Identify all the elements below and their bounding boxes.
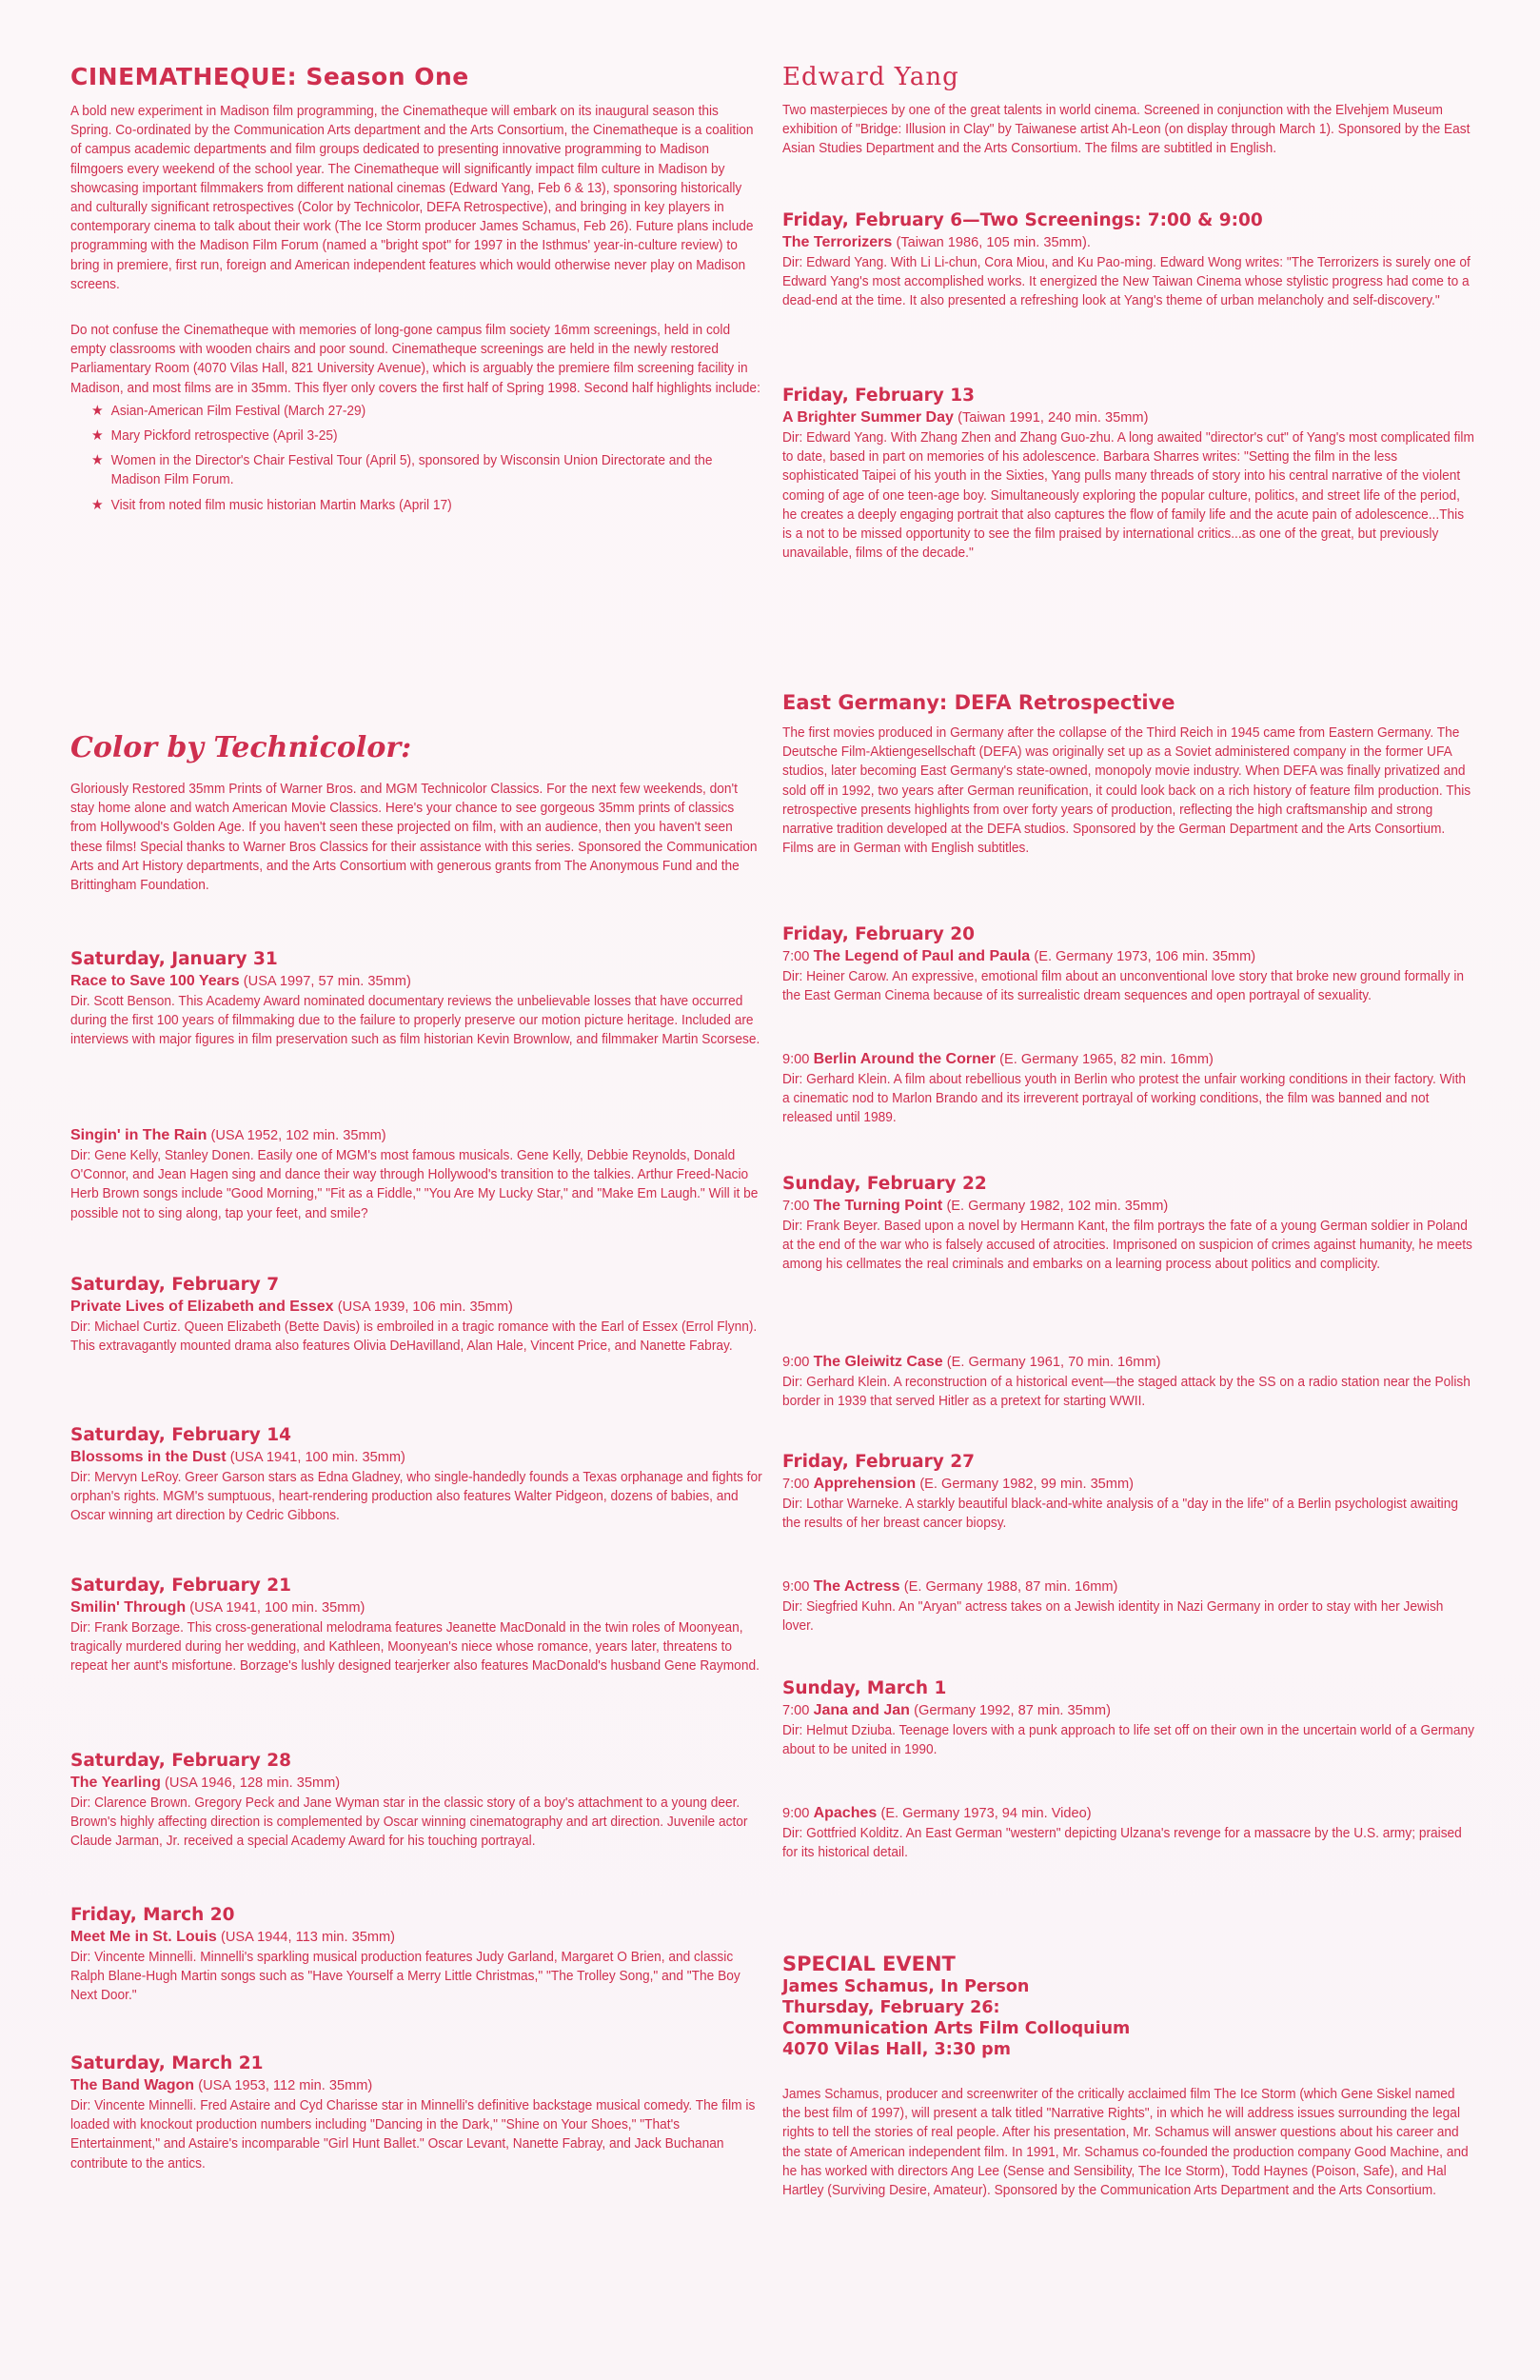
film-description: Dir: Heiner Carow. An expressive, emotional film about an unconventional love story that broke new ground formally in the East German Cinema because of its surrealistic dream sequences and open portrayal of sexuality.: [782, 969, 1465, 1004]
film-title: Private Lives of Elizabeth and Essex: [70, 1299, 334, 1315]
film-line: [782, 1803, 1477, 1824]
film-meta: (Germany 1992, 87 min. 35mm): [914, 1703, 1111, 1718]
screening-date: Sunday, March 1: [782, 1678, 947, 1698]
film-line: [782, 407, 1477, 428]
film-description: Dir: Gerhard Klein. A film about rebellious youth in Berlin who protest the unfair working conditions in their factory. With a cinematic nod to Marlon Brando and its irreverent portrayal of working conditions, the film was banned and not released until 1989.: [782, 1072, 1467, 1126]
film-description: Dir: Edward Yang. With Li Li-chun, Cora Miou, and Ku Pao-ming. Edward Wong writes: "The Terrorizers is surely one of Edward Yang's most accomplished works. It energized the New Taiwan Cinema whose stylistic progress had come to a dead-end at the time. It also presented a refreshing look at Yang's theme of urban melancholy and self-discovery.": [782, 255, 1471, 309]
film-line: [782, 1474, 1477, 1495]
screening-entry: [782, 1577, 1477, 1636]
film-meta: (E. Germany 1973, 94 min. Video): [880, 1806, 1092, 1821]
film-title: The Terrorizers: [782, 234, 893, 250]
defa-section: [782, 691, 1477, 858]
screening-entry: [782, 1049, 1477, 1128]
film-line: [70, 1773, 765, 1794]
screening-date: Saturday, February 21: [70, 1576, 292, 1596]
film-line: [70, 971, 765, 992]
screening-entry: [782, 1677, 1477, 1759]
screening-entry: [782, 1352, 1477, 1411]
screening-entry: [70, 2053, 765, 2173]
screening-time: 9:00: [782, 1052, 810, 1067]
screening-entry: [70, 1274, 765, 1356]
special-event-guest: James Schamus, In Person: [782, 1977, 1030, 1996]
film-meta: (USA 1997, 57 min. 35mm): [243, 974, 411, 989]
film-title: The Band Wagon: [70, 2077, 195, 2093]
film-description: Dir: Gottfried Kolditz. An East German "western" depicting Ulzana's revenge for a massacre by the U.S. army; praised for its historical detail.: [782, 1826, 1462, 1861]
screening-date: Friday, March 20: [70, 1905, 235, 1925]
screening-entry: [70, 1424, 765, 1526]
cinematheque-section: [70, 63, 765, 521]
film-title: Singin' in The Rain: [70, 1127, 207, 1143]
film-line: [782, 1352, 1477, 1373]
star-icon: ★: [91, 427, 104, 445]
film-title: The Turning Point: [813, 1198, 943, 1214]
film-title: Apprehension: [813, 1476, 917, 1492]
screening-date: Friday, February 6—Two Screenings: 7:00 & 9:00: [782, 210, 1263, 230]
screening-entry: [782, 1451, 1477, 1533]
screening-entry: [782, 923, 1477, 1005]
screening-time: 7:00: [782, 1477, 810, 1492]
film-title: The Gleiwitz Case: [813, 1354, 943, 1370]
cinematheque-venue: Do not confuse the Cinematheque with memories of long-gone campus film society 16mm screenings, held in cold empty classrooms with wooden chairs and poor sound. Cinematheque screenings are held in the newly restored Parliamentary Room (4070 Vilas Hall, 821 University Avenue), which is arguably the premiere film screening facility in Madison, and most films are in 35mm. This flyer only covers the first half of Spring 1998. Second half highlights include:: [70, 323, 760, 396]
film-title: A Brighter Summer Day: [782, 409, 954, 426]
star-icon: ★: [91, 496, 104, 513]
film-meta: (USA 1939, 106 min. 35mm): [337, 1299, 513, 1315]
screening-time: 9:00: [782, 1806, 810, 1821]
screening-date: Friday, February 20: [782, 924, 975, 944]
cinematheque-intro: A bold new experiment in Madison film programming, the Cinematheque will embark on its inaugural season this Spring. Co-ordinated by the Communication Arts department and the Arts Consortium, the Cinematheque is a coalition of campus academic departments and film groups dedicated to presenting innovative programming to Madison filmgoers every weekend of the school year. The Cinematheque will significantly impact film culture in Madison by showcasing important filmmakers from different national cinemas (Edward Yang, Feb 6 & 13), sponsoring historically and culturally significant retrospectives (Color by Technicolor, DEFA Retrospective), and bringing in key players in contemporary cinema to talk about their work (The Ice Storm producer James Schamus, Feb 26). Future plans include programming with the Madison Film Forum (named a "bright spot" for 1997 in the Isthmus' year-in-culture review) to bring in premiere, first run, foreign and American independent features which would otherwise never play on Madison screens.: [70, 104, 754, 292]
film-line: [70, 2075, 765, 2096]
film-description: Dir: Mervyn LeRoy. Greer Garson stars as Edna Gladney, who single-handedly founds a Texas orphanage and fights for orphan's rights. MGM's sumptuous, heart-rendering production also features Walter Pidgeon, dozens of babies, and Oscar winning art direction by Cedric Gibbons.: [70, 1470, 762, 1524]
film-meta: (E. Germany 1973, 106 min. 35mm): [1034, 949, 1256, 964]
film-meta: (Taiwan 1986, 105 min. 35mm).: [896, 235, 1091, 250]
film-description: Dir. Scott Benson. This Academy Award nominated documentary reviews the unbelievable losses that have occurred during the first 100 years of filmmaking due to the failure to properly preserve our motion picture heritage. Included are interviews with major figures in film preservation such as film historian Kevin Brownlow, and filmmaker Martin Scorsese.: [70, 994, 760, 1048]
screening-entry: [70, 1750, 765, 1852]
film-line: [782, 1700, 1477, 1721]
screening-time: 9:00: [782, 1355, 810, 1370]
film-line: [70, 1597, 765, 1618]
film-line: [70, 1927, 765, 1948]
film-line: [782, 1049, 1477, 1070]
screening-date: Saturday, March 21: [70, 2053, 264, 2073]
yang-intro: Two masterpieces by one of the great talents in world cinema. Screened in conjunction with the Elvehjem Museum exhibition of "Bridge: Illusion in Clay" by Taiwanese artist Ah-Leon (on display through March 1). Sponsored by the East Asian Studies Department and the Arts Consortium. The films are subtitled in English.: [782, 103, 1471, 157]
film-meta: (USA 1946, 128 min. 35mm): [165, 1775, 341, 1791]
screening-date: Saturday, January 31: [70, 949, 278, 969]
film-meta: (E. Germany 1982, 102 min. 35mm): [946, 1199, 1169, 1214]
screening-date: Saturday, February 14: [70, 1425, 292, 1445]
highlight-item: ★ Women in the Director's Chair Festival Tour (April 5), sponsored by Wisconsin Union Directorate and the Madison Film Forum.: [91, 452, 713, 488]
special-event-series: Communication Arts Film Colloquium: [782, 2019, 1131, 2038]
technicolor-intro: Gloriously Restored 35mm Prints of Warner Bros. and MGM Technicolor Classics. For the next few weekends, don't stay home alone and watch American Movie Classics. Here's your chance to see gorgeous 35mm prints of classics from Hollywood's Golden Age. If you haven't seen these projected on film, with an audience, then you haven't seen these films! Special thanks to Warner Bros Classics for their assistance with this series. Sponsored the Communication Arts and Art History departments, and the Arts Consortium with generous grants from The Anonymous Fund and the Brittingham Foundation.: [70, 782, 758, 894]
film-title: Apaches: [813, 1805, 878, 1821]
screening-entry: [70, 1125, 765, 1223]
cinematheque-title: CINEMATHEQUE: Season One: [70, 63, 469, 90]
film-meta: (USA 1941, 100 min. 35mm): [229, 1450, 405, 1465]
film-description: Dir: Clarence Brown. Gregory Peck and Jane Wyman star in the classic story of a boy's attachment to a young deer. Brown's highly affecting direction is complemented by Oscar winning cinematography and art direction. Juvenile actor Claude Jarman, Jr. received a special Academy Award for his touching portrayal.: [70, 1795, 748, 1850]
film-meta: (E. Germany 1961, 70 min. 16mm): [946, 1355, 1161, 1370]
yang-section: [782, 63, 1477, 159]
film-meta: (E. Germany 1988, 87 min. 16mm): [903, 1579, 1118, 1595]
film-line: [782, 946, 1477, 967]
film-line: [782, 1577, 1477, 1597]
screening-date: Saturday, February 28: [70, 1751, 292, 1771]
film-title: The Legend of Paul and Paula: [813, 948, 1031, 964]
film-description: Dir: Siegfried Kuhn. An "Aryan" actress takes on a Jewish identity in Nazi Germany in order to stay with her Jewish lover.: [782, 1599, 1444, 1635]
film-line: [70, 1297, 765, 1318]
film-description: Dir: Frank Borzage. This cross-generational melodrama features Jeanette MacDonald in the twin roles of Moonyean, tragically murdered during her wedding, and Kathleen, Moonyean's niece whose romance, years later, threatens to repeat her aunt's misfortune. Borzage's lushly designed tearjerker also features MacDonald's husband Gene Raymond.: [70, 1620, 760, 1675]
star-icon: ★: [91, 402, 104, 419]
film-title: The Yearling: [70, 1775, 161, 1791]
film-title: Berlin Around the Corner: [813, 1051, 996, 1067]
screening-date: Sunday, February 22: [782, 1174, 987, 1194]
screening-entry: [70, 1904, 765, 2006]
screening-time: 9:00: [782, 1579, 810, 1595]
screening-date: Saturday, February 7: [70, 1275, 280, 1295]
film-title: Blossoms in the Dust: [70, 1449, 227, 1465]
film-title: The Actress: [813, 1578, 900, 1595]
film-line: [782, 232, 1477, 253]
screening-date: Friday, February 13: [782, 386, 975, 406]
film-description: Dir: Frank Beyer. Based upon a novel by Hermann Kant, the film portrays the fate of a young German soldier in Poland at the end of the war who is falsely accused of atrocities. Imprisoned on suspicion of crimes against humanity, he meets among his cellmates the real criminals and embarks on a learning process about politics and complicity.: [782, 1219, 1472, 1273]
film-title: Meet Me in St. Louis: [70, 1929, 217, 1945]
screening-entry: [782, 385, 1477, 563]
screening-time: 7:00: [782, 949, 810, 964]
highlight-item: ★ Visit from noted film music historian Martin Marks (April 17): [91, 496, 725, 515]
film-description: Dir: Gerhard Klein. A reconstruction of a historical event—the staged attack by the SS on a radio station near the Polish border in 1939 that served Hitler as a pretext for starting WWII.: [782, 1375, 1471, 1410]
film-title: Smilin' Through: [70, 1599, 187, 1616]
screening-entry: [70, 948, 765, 1050]
film-meta: (USA 1941, 100 min. 35mm): [189, 1600, 365, 1616]
film-description: Dir: Edward Yang. With Zhang Zhen and Zhang Guo-zhu. A long awaited "director's cut" of Yang's most complicated film to date, based in part on memories of his adolescence. Barbara Sharres writes: "Setting the film in the less sophisticated Taipei of his youth in the Sixties, Yang pulls many threads of story into his central narrative of the violent coming of age of one teen-age boy. Simultaneously exploring the popular culture, politics, and street life of the period, he creates a deeply engaging portrait that also captures the flow of family life and the acute pain of adolescence...This is a not to be missed opportunity to see the film praised by international critics...as one of the great, but previously unavailable, films of the decade.": [782, 430, 1474, 562]
film-meta: (E. Germany 1965, 82 min. 16mm): [999, 1052, 1214, 1067]
star-icon: ★: [91, 452, 104, 469]
film-description: Dir: Vincente Minnelli. Minnelli's sparkling musical production features Judy Garland, Margaret O Brien, and classic Ralph Blane-Hugh Martin songs such as "Have Yourself a Merry Little Christmas," "The Trolley Song," and "The Boy Next Door.": [70, 1950, 740, 2004]
film-description: Dir: Helmut Dziuba. Teenage lovers with a punk approach to life set off on their own in the uncertain world of a Germany about to be united in 1990.: [782, 1723, 1474, 1758]
technicolor-section: [70, 731, 765, 895]
film-description: Dir: Gene Kelly, Stanley Donen. Easily one of MGM's most famous musicals. Gene Kelly, Debbie Reynolds, Donald O'Connor, and Jean Hagen sing and dance their way through Hollywood's transition to the talkies. Arthur Freed-Nacio Herb Brown songs include "Good Morning," "Fit as a Fiddle," "You Are My Lucky Star," and "Make Em Laugh." Will it be possible not to sing along, tap your feet, and smile?: [70, 1148, 759, 1221]
film-meta: (USA 1953, 112 min. 35mm): [198, 2078, 373, 2093]
film-description: Dir: Michael Curtiz. Queen Elizabeth (Bette Davis) is embroiled in a tragic romance with the Earl of Essex (Errol Flynn). This extravagantly mounted drama also features Olivia DeHavilland, Alan Hale, Vincent Price, and Nanette Fabray.: [70, 1319, 758, 1355]
screening-date: Friday, February 27: [782, 1452, 975, 1472]
defa-title: East Germany: DEFA Retrospective: [782, 691, 1175, 714]
screening-entry: [782, 1173, 1477, 1275]
film-line: [70, 1125, 765, 1146]
special-event-date: Thursday, February 26:: [782, 1998, 1000, 2017]
highlights-list: [91, 402, 765, 515]
film-title: Race to Save 100 Years: [70, 973, 240, 989]
screening-time: 7:00: [782, 1199, 810, 1214]
film-meta: (USA 1944, 113 min. 35mm): [220, 1930, 396, 1945]
screening-entry: [782, 209, 1477, 311]
highlight-item: ★ Asian-American Film Festival (March 27-29): [91, 402, 725, 421]
film-meta: (Taiwan 1991, 240 min. 35mm): [958, 410, 1149, 426]
special-event-location: 4070 Vilas Hall, 3:30 pm: [782, 2040, 1011, 2059]
highlight-item: ★ Mary Pickford retrospective (April 3-25): [91, 426, 725, 446]
special-event-section: [782, 1952, 1477, 2200]
film-meta: (E. Germany 1982, 99 min. 35mm): [919, 1477, 1134, 1492]
film-description: Dir: Lothar Warneke. A starkly beautiful black-and-white analysis of a "day in the life" of a Berlin psychologist awaiting the results of her breast cancer biopsy.: [782, 1497, 1458, 1532]
screening-entry: [70, 1575, 765, 1676]
film-meta: (USA 1952, 102 min. 35mm): [210, 1128, 386, 1143]
screening-time: 7:00: [782, 1703, 810, 1718]
screening-entry: [782, 1803, 1477, 1862]
technicolor-title: Color by Technicolor:: [70, 731, 412, 764]
special-event-description: James Schamus, producer and screenwriter of the critically acclaimed film The Ice Storm (which Gene Siskel named the best film of 1997), will present a talk titled "Narrative Rights", in which he will address issues surrounding the legal rights to tell the stories of real people. After his presentation, Mr. Schamus will answer questions about his career and the state of American independent film. In 1991, Mr. Schamus co-founded the production company Good Machine, and he has worked with directors Ang Lee (Sense and Sensibility, The Ice Storm), Todd Haynes (Poison, Safe), and Hal Hartley (Surviving Desire, Amateur). Sponsored by the Communication Arts Department and the Arts Consortium.: [782, 2087, 1469, 2199]
film-line: [70, 1447, 765, 1468]
film-line: [782, 1196, 1477, 1217]
special-event-title: SPECIAL EVENT: [782, 1953, 956, 1975]
film-description: Dir: Vincente Minnelli. Fred Astaire and Cyd Charisse star in Minnelli's definitive backstage musical comedy. The film is loaded with knockout production numbers including "Dancing in the Dark," "Shine on Your Shoes," "That's Entertainment," and Astaire's incomparable "Girl Hunt Ballet." Oscar Levant, Nanette Fabray, and Jack Buchanan contribute to the antics.: [70, 2098, 756, 2172]
yang-title: Edward Yang: [782, 63, 959, 91]
film-title: Jana and Jan: [813, 1702, 910, 1718]
defa-intro: The first movies produced in Germany after the collapse of the Third Reich in 1945 came from Eastern Germany. The Deutsche Film-Aktiengesellschaft (DEFA) was originally set up as a Soviet administered company in the former UFA studios, later becoming East Germany's state-owned, monopoly movie industry. When DEFA was finally privatized and sold off in 1992, two years after German reunification, it could look back on a rich history of feature film production. This retrospective presents highlights from over forty years of production, reflecting the high craftsmanship and strong narrative tradition developed at the DEFA studios. Sponsored by the German Department and the Arts Consortium. Films are in German with English subtitles.: [782, 725, 1471, 857]
